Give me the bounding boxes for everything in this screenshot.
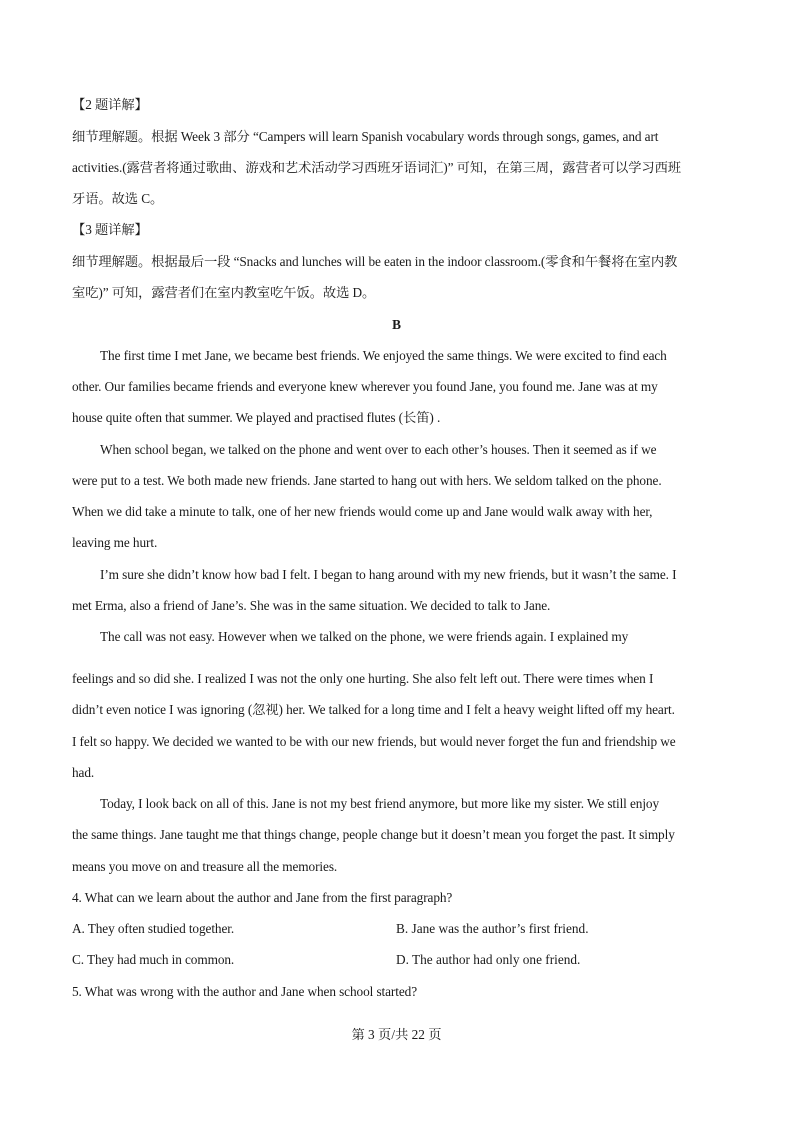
passage-line: didn’t even notice I was ignoring (忽视) her. We talked for a long time and I felt a heavy weight lifted off my heart.	[72, 702, 675, 717]
passage-line: means you move on and treasure all the memories.	[72, 859, 338, 874]
passage-line: were put to a test. We both made new friends. Jane started to hang out with hers. We seldom talked on the phone.	[72, 473, 662, 488]
page-number: 第 3 页/共 22 页	[351, 1027, 442, 1042]
passage-line: I’m sure she didn’t know how bad I felt. I began to hang around with my new friends, but it wasn’t the same. I	[100, 567, 677, 582]
passage-line: I felt so happy. We decided we wanted to be with our new friends, but would never forget the fun and friendship we	[72, 734, 676, 749]
q2-heading: 【2 题详解】	[72, 97, 148, 112]
passage-line: met Erma, also a friend of Jane’s. She was in the same situation. We decided to talk to Jane.	[72, 598, 551, 613]
q3-explanation-line-1: 细节理解题。根据最后一段 “Snacks and lunches will be eaten in the indoor classroom.(零食和午餐将在室内教	[72, 254, 678, 269]
q3-explanation-line-2: 室吃)” 可知，露营者们在室内教室吃午饭。故选 D。	[72, 285, 376, 300]
passage-line: house quite often that summer. We played and practised flutes (长笛) .	[72, 410, 441, 425]
passage-line: Today, I look back on all of this. Jane is not my best friend anymore, but more like my sister. We still enjoy	[100, 796, 660, 811]
passage-line: The first time I met Jane, we became best friends. We enjoyed the same things. We were excited to find each	[100, 348, 667, 363]
question-4: 4. What can we learn about the author and Jane from the first paragraph?	[72, 890, 453, 905]
q2-explanation-line-3: 牙语。故选 C。	[72, 191, 164, 206]
question-5: 5. What was wrong with the author and Jane when school started?	[72, 984, 417, 999]
q4-option-d: D. The author had only one friend.	[396, 952, 581, 967]
q2-explanation-line-1: 细节理解题。根据 Week 3 部分 “Campers will learn Spanish vocabulary words through songs, games, and art	[72, 129, 659, 144]
q3-heading: 【3 题详解】	[72, 222, 148, 237]
q4-option-b: B. Jane was the author’s first friend.	[396, 921, 589, 936]
passage-line: When school began, we talked on the phone and went over to each other’s houses. Then it seemed as if we	[100, 442, 657, 457]
passage-line: had.	[72, 765, 95, 780]
passage-line: The call was not easy. However when we talked on the phone, we were friends again. I explained my	[100, 629, 629, 644]
q4-option-a: A. They often studied together.	[72, 921, 235, 936]
passage-line: leaving me hurt.	[72, 535, 158, 550]
passage-line: When we did take a minute to talk, one of her new friends would come up and Jane would walk away with her,	[72, 504, 653, 519]
passage-line: other. Our families became friends and everyone knew wherever you found Jane, you found me. Jane was at my	[72, 379, 658, 394]
q4-option-c: C. They had much in common.	[72, 952, 235, 967]
q2-explanation-line-2: activities.(露营者将通过歌曲、游戏和艺术活动学习西班牙语词汇)” 可知，在第三周，露营者可以学习西班	[72, 160, 681, 175]
section-label: B	[392, 317, 401, 332]
passage-line: feelings and so did she. I realized I was not the only one hurting. She also felt left out. There were times when I	[72, 671, 654, 686]
passage-line: the same things. Jane taught me that things change, people change but it doesn’t mean you forget the past. It simply	[72, 827, 675, 842]
